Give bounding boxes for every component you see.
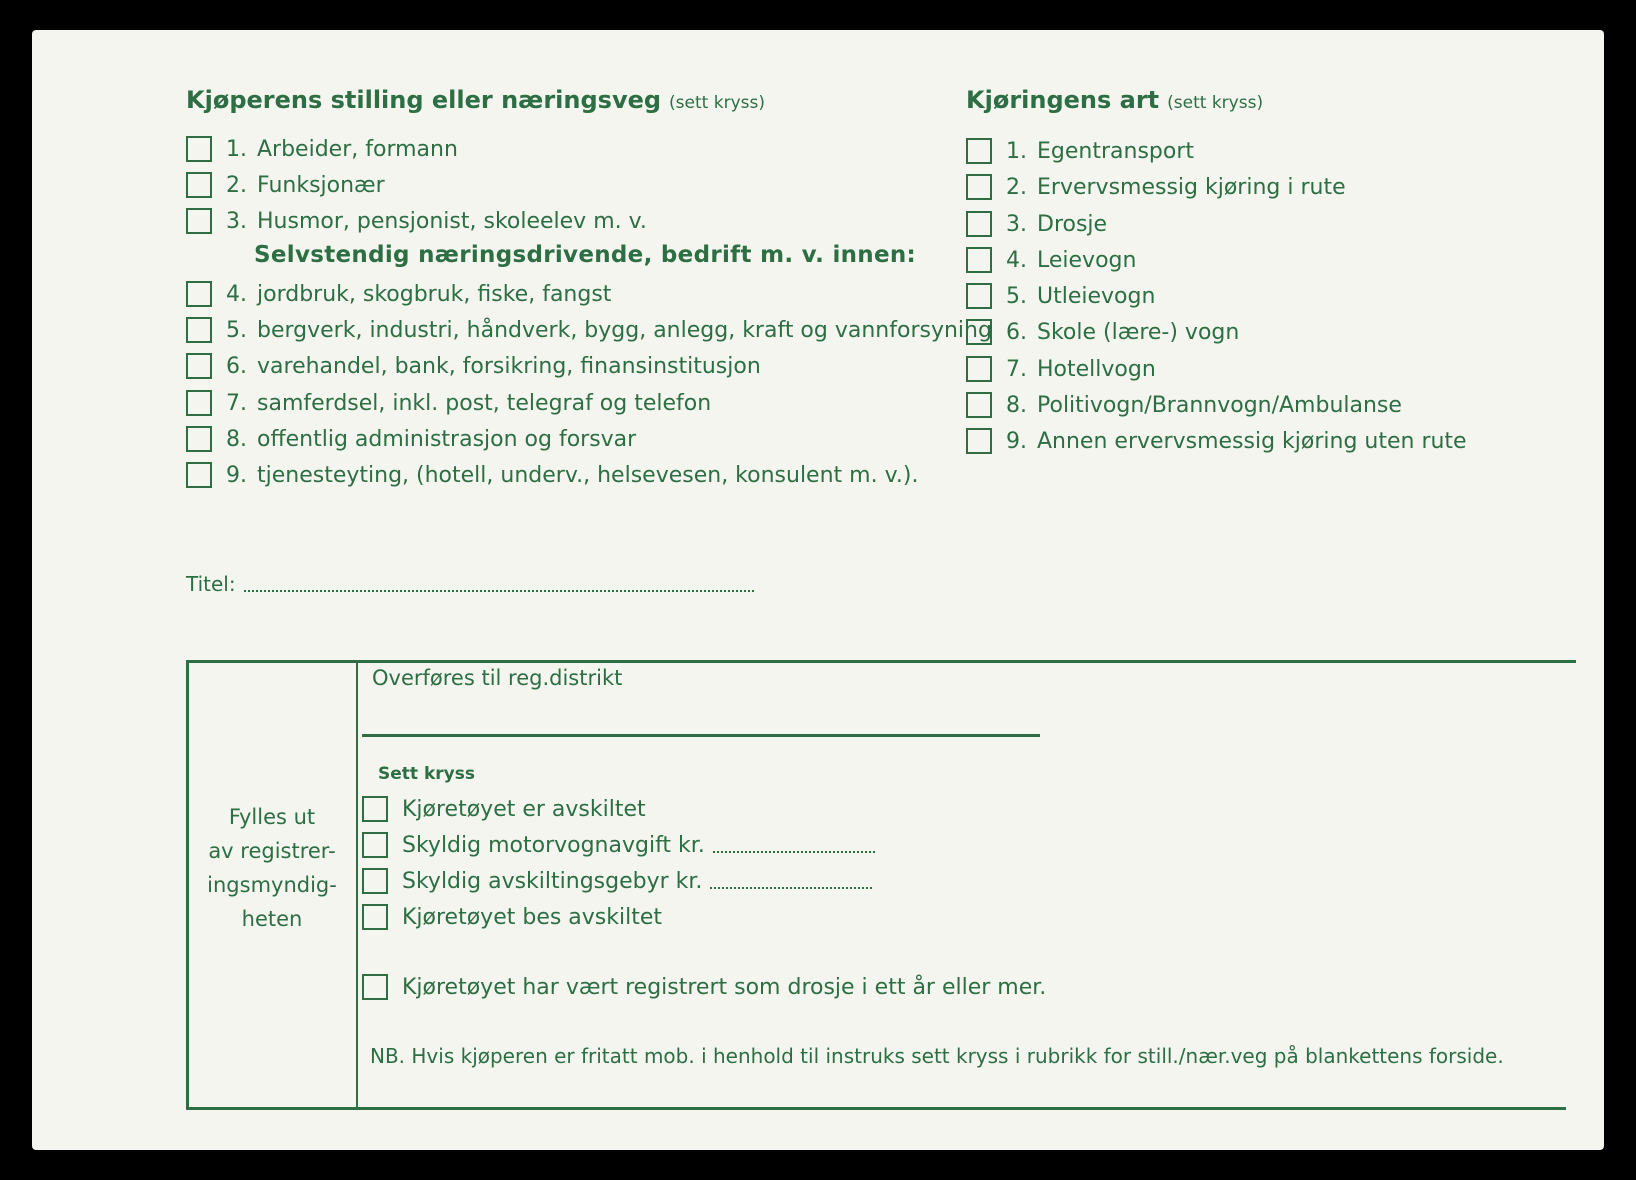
driving-option-3[interactable] [966,211,1107,237]
option-number: 6. [226,353,247,379]
driving-option-7[interactable] [966,356,1156,382]
nb-note: NB. Hvis kjøperen er fritatt mob. i henhold til instruks sett kryss i rubrikk for still./nær.veg på blankettens forside. [370,1044,1504,1068]
checkbox[interactable] [362,868,388,894]
option-label: varehandel, bank, forsikring, finansinstitusjon [257,353,761,379]
self-employed-subheading: Selvstendig næringsdrivende, bedrift m. v. innen: [254,242,917,268]
option-label: Husmor, pensjonist, skoleelev m. v. [257,208,647,234]
option-label: Hotellvogn [1037,356,1156,382]
checkbox[interactable] [362,974,388,1000]
option-label: Funksjonær [257,172,385,198]
check-label: Kjøretøyet er avskiltet [402,796,646,822]
checkbox[interactable] [186,390,212,416]
option-number: 2. [1006,174,1027,200]
option-number: 7. [226,390,247,416]
transfer-district-input-line[interactable] [362,734,1040,737]
driving-option-1[interactable] [966,138,1194,164]
option-number: 6. [1006,319,1027,345]
option-number: 8. [226,426,247,452]
checkbox[interactable] [362,796,388,822]
checkbox[interactable] [966,356,992,382]
occupation-option-8[interactable] [186,426,636,452]
check-deregistered[interactable] [362,796,646,822]
option-label: Leievogn [1037,247,1137,273]
occupation-option-7[interactable] [186,390,711,416]
checkbox[interactable] [186,208,212,234]
driving-type-heading [966,86,1263,114]
buyer-occupation-hint: (sett kryss) [669,93,765,113]
checkbox[interactable] [362,904,388,930]
side-label-line: heten [241,907,303,931]
option-number: 9. [226,462,247,488]
option-label: bergverk, industri, håndverk, bygg, anlegg, kraft og vannforsyning [257,317,992,343]
side-label-line: ingsmyndig- [207,873,337,897]
option-number: 1. [226,136,247,162]
occupation-option-6[interactable] [186,353,761,379]
occupation-option-3[interactable] [186,208,647,234]
titel-dotted-line[interactable] [244,576,754,592]
side-label-line: av registrer- [208,839,336,863]
driving-option-8[interactable] [966,392,1402,418]
side-label-line: Fylles ut [228,805,316,829]
driving-option-2[interactable] [966,174,1346,200]
checkbox[interactable] [966,392,992,418]
buyer-occupation-title: Kjøperens stilling eller næringsveg [186,86,662,114]
checkbox[interactable] [966,138,992,164]
checkbox[interactable] [966,319,992,345]
transfer-district-label: Overføres til reg.distrikt [372,666,623,690]
check-deregistration-fee[interactable] [362,868,872,894]
occupation-option-2[interactable] [186,172,385,198]
option-number: 5. [226,317,247,343]
option-number: 1. [1006,138,1027,164]
checkbox[interactable] [186,426,212,452]
option-label: Ervervsmessig kjøring i rute [1037,174,1346,200]
buyer-occupation-heading [186,86,765,114]
option-label: Skole (lære-) vogn [1037,319,1240,345]
occupation-option-4[interactable] [186,281,611,307]
option-label: offentlig administrasjon og forsvar [257,426,637,452]
checkbox[interactable] [186,462,212,488]
checkbox[interactable] [966,174,992,200]
frame-top-line [186,660,1576,663]
check-label: Kjøretøyet bes avskiltet [402,904,663,930]
option-label: Arbeider, formann [257,136,458,162]
occupation-option-1[interactable] [186,136,458,162]
option-number: 9. [1006,428,1027,454]
check-taxi-registered[interactable] [362,974,1046,1000]
option-label: Egentransport [1037,138,1194,164]
checkbox[interactable] [186,353,212,379]
driving-type-hint: (sett kryss) [1167,93,1264,113]
option-label: Politivogn/Brannvogn/Ambulanse [1037,392,1402,418]
option-number: 3. [1006,211,1027,237]
check-request-deregistration[interactable] [362,904,662,930]
checkbox[interactable] [186,281,212,307]
sett-kryss-label: Sett kryss [378,764,475,784]
frame-bottom-line [186,1107,1566,1110]
check-label: Kjøretøyet har vært registrert som drosje i ett år eller mer. [402,974,1047,1000]
registry-authority-label [188,800,356,936]
check-motor-tax[interactable] [362,832,875,858]
option-number: 5. [1006,283,1027,309]
option-number: 2. [226,172,247,198]
option-number: 4. [1006,247,1027,273]
checkbox[interactable] [186,136,212,162]
option-number: 4. [226,281,247,307]
checkbox[interactable] [966,428,992,454]
occupation-option-9[interactable] [186,462,918,488]
titel-label: Titel: [186,572,236,596]
driving-type-title: Kjøringens art [966,86,1160,114]
checkbox[interactable] [186,172,212,198]
frame-divider-line [356,662,358,1108]
option-label: tjenesteyting, (hotell, underv., helsevesen, konsulent m. v.). [257,462,919,488]
option-label: Utleievogn [1037,283,1156,309]
occupation-option-5[interactable] [186,317,992,343]
driving-option-9[interactable] [966,428,1467,454]
driving-option-4[interactable] [966,247,1136,273]
driving-option-6[interactable] [966,319,1239,345]
titel-field[interactable] [186,572,754,596]
option-label: Annen ervervsmessig kjøring uten rute [1037,428,1467,454]
option-label: jordbruk, skogbruk, fiske, fangst [257,281,612,307]
amount-dotted-line[interactable] [713,837,875,853]
driving-option-5[interactable] [966,283,1155,309]
option-number: 3. [226,208,247,234]
checkbox[interactable] [186,317,212,343]
checkbox[interactable] [362,832,388,858]
option-label: samferdsel, inkl. post, telegraf og telefon [257,390,712,416]
option-number: 7. [1006,356,1027,382]
form-card [32,30,1604,1150]
checkbox[interactable] [966,283,992,309]
check-label: Skyldig avskiltingsgebyr kr. [402,868,703,894]
amount-dotted-line[interactable] [710,873,872,889]
option-label: Drosje [1037,211,1108,237]
check-label: Skyldig motorvognavgift kr. [402,832,705,858]
checkbox[interactable] [966,247,992,273]
checkbox[interactable] [966,211,992,237]
option-number: 8. [1006,392,1027,418]
